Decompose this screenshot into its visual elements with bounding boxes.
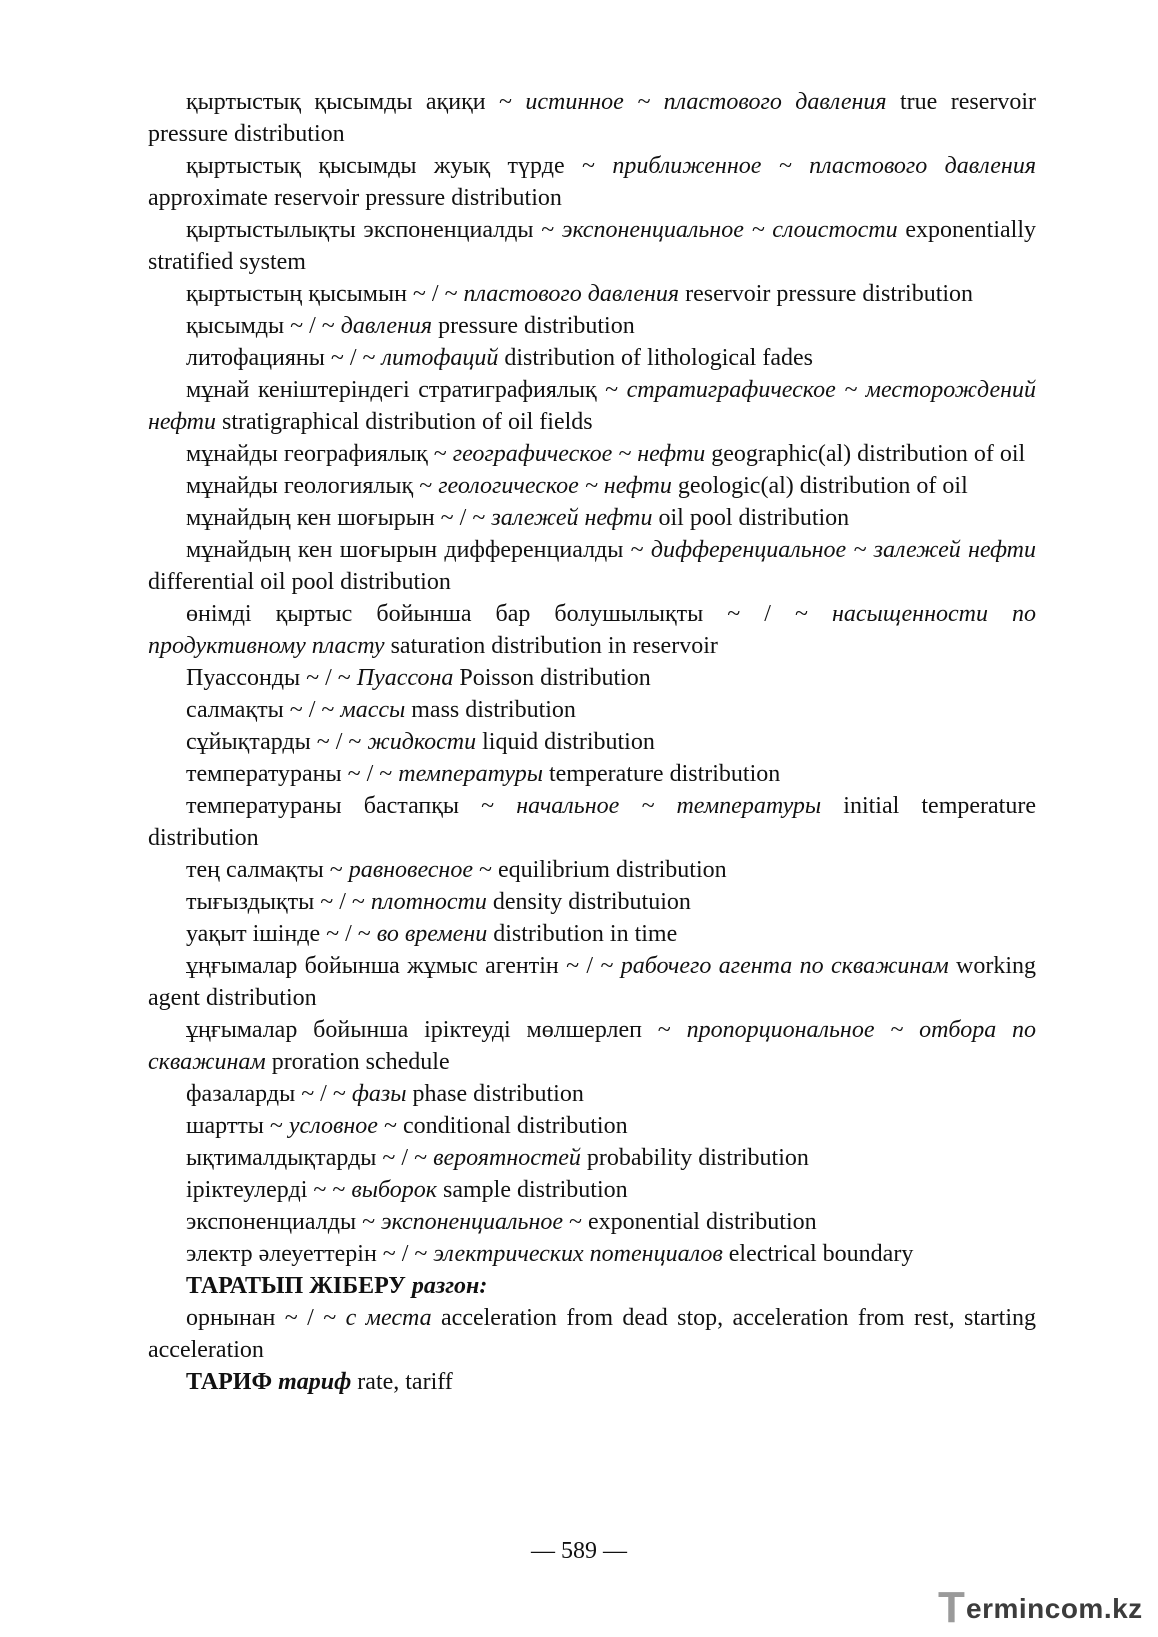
russian-term: массы <box>340 697 406 723</box>
kazakh-term: шартты ~ <box>186 1113 289 1139</box>
english-term: ~ equilibrium distribution <box>473 857 727 883</box>
dictionary-entry <box>148 150 1036 214</box>
dictionary-entry <box>148 1142 1036 1174</box>
english-term: acceleration from dead stop, acceleration from rest, starting acceleration <box>148 1305 1036 1363</box>
dictionary-entry <box>148 214 1036 278</box>
logo-letter: T <box>938 1583 965 1632</box>
english-term: differential oil pool distribution <box>148 569 451 595</box>
dictionary-entry <box>148 342 1036 374</box>
dictionary-entry <box>148 1302 1036 1366</box>
kazakh-term: салмақты ~ / ~ <box>186 697 341 723</box>
dictionary-entry <box>148 950 1036 1014</box>
dictionary-entry <box>148 726 1036 758</box>
dictionary-entry <box>148 598 1036 662</box>
dictionary-entry <box>148 470 1036 502</box>
dictionary-entry <box>148 502 1036 534</box>
russian-term: выборок <box>351 1177 437 1203</box>
russian-term: тариф <box>278 1369 352 1395</box>
russian-term: давления <box>340 313 433 339</box>
kazakh-term: литофацияны ~ / ~ <box>186 345 382 371</box>
kazakh-term: мұнайдың кен шоғырын ~ / ~ <box>186 505 492 531</box>
russian-term: экспоненциальное ~ слоистости <box>561 217 898 243</box>
kazakh-term: қыртыстылықты экспоненциалды ~ <box>186 217 562 243</box>
english-term: reservoir pressure distribution <box>679 281 974 307</box>
kazakh-term: фазаларды ~ / ~ <box>186 1081 352 1107</box>
kazakh-term: ТАРИФ <box>186 1369 279 1395</box>
kazakh-term: ұңғымалар бойынша іріктеуді мөлшерлеп ~ <box>186 1017 687 1043</box>
russian-term: истинное ~ пластового давления <box>525 89 887 115</box>
english-term: density distributuion <box>486 889 691 915</box>
dictionary-entry <box>148 1014 1036 1078</box>
russian-term: жидкости <box>367 729 477 755</box>
russian-term: температуры <box>398 761 543 787</box>
kazakh-term: электр әлеуеттерін ~ / ~ <box>186 1241 434 1267</box>
english-term: Poisson distribution <box>453 665 651 691</box>
english-term: pressure distribution <box>432 313 635 339</box>
dictionary-entry <box>148 1174 1036 1206</box>
russian-term: пропорциональное ~ отбора по скважинам <box>148 1017 1037 1075</box>
english-term: true reservoir pressure distribution <box>148 89 1036 147</box>
russian-term: стратиграфическое ~ месторождений нефти <box>148 377 1037 435</box>
kazakh-term: мұнайды геологиялық ~ <box>186 473 439 499</box>
english-term: distribution of lithological fades <box>498 345 813 371</box>
dictionary-entry <box>148 662 1036 694</box>
dictionary-entry <box>148 918 1036 950</box>
termincom-logo <box>938 1583 1148 1632</box>
kazakh-term: уақыт ішінде ~ / ~ <box>186 921 377 947</box>
english-term: exponentially stratified system <box>148 217 1036 275</box>
kazakh-term: мұнай кеніштеріндегі стратиграфиялық ~ <box>186 377 627 403</box>
english-term: ~ conditional distribution <box>377 1113 628 1139</box>
english-term: distribution in time <box>487 921 678 947</box>
russian-term: залежей нефти <box>491 505 653 531</box>
russian-term: рабочего агента по скважинам <box>620 953 949 979</box>
dictionary-entry <box>148 886 1036 918</box>
russian-term: географическое ~ нефти <box>452 441 706 467</box>
dictionary-entry <box>148 534 1036 598</box>
dictionary-entry <box>148 1238 1036 1270</box>
russian-term: условное <box>288 1113 378 1139</box>
english-term: proration schedule <box>265 1049 450 1075</box>
english-term: approximate reservoir pressure distribution <box>148 185 562 211</box>
russian-term: начальное ~ температуры <box>516 793 822 819</box>
kazakh-term: қысымды ~ / ~ <box>186 313 341 339</box>
kazakh-term: ұңғымалар бойынша жұмыс агентін ~ / ~ <box>186 953 621 979</box>
english-term: oil pool distribution <box>652 505 850 531</box>
english-term: geographic(al) distribution of oil <box>705 441 1026 467</box>
dictionary-entry <box>148 1206 1036 1238</box>
headword-entry <box>148 1270 1036 1302</box>
russian-term: плотности <box>370 889 487 915</box>
kazakh-term: іріктеулерді ~ ~ <box>186 1177 352 1203</box>
english-term: phase distribution <box>406 1081 584 1107</box>
english-term: rate, tariff <box>351 1369 453 1395</box>
kazakh-term: мұнайды географиялық ~ <box>186 441 453 467</box>
kazakh-term: өнімді қыртыс бойынша бар болушылықты ~ / ~ <box>186 601 832 627</box>
russian-term: пластового давления <box>463 281 680 307</box>
kazakh-term: тең салмақты ~ <box>186 857 349 883</box>
russian-term: электрических потенциалов <box>433 1241 723 1267</box>
english-term: saturation distribution in reservoir <box>384 633 718 659</box>
english-term: probability distribution <box>580 1145 809 1171</box>
dictionary-page <box>148 86 1036 1398</box>
dictionary-entry <box>148 1110 1036 1142</box>
dictionary-entry <box>148 278 1036 310</box>
russian-term: геологическое ~ нефти <box>438 473 672 499</box>
russian-term: фазы <box>351 1081 407 1107</box>
kazakh-term: қыртыстық қысымды жуық түрде ~ <box>186 153 613 179</box>
kazakh-term: ТАРАТЫП ЖІБЕРУ <box>186 1273 412 1299</box>
kazakh-term: мұнайдың кен шоғырын дифференциалды ~ <box>186 537 651 563</box>
dictionary-entry <box>148 374 1036 438</box>
dictionary-entry <box>148 438 1036 470</box>
english-term: sample distribution <box>436 1177 628 1203</box>
dictionary-entry <box>148 86 1036 150</box>
dictionary-entry <box>148 790 1036 854</box>
english-term: initial temperature distribution <box>148 793 1036 851</box>
kazakh-term: температураны бастапқы ~ <box>186 793 517 819</box>
russian-term: равновесное <box>348 857 473 883</box>
kazakh-term: экспоненциалды ~ <box>186 1209 382 1235</box>
kazakh-term: ықтималдықтарды ~ / ~ <box>186 1145 434 1171</box>
dictionary-entry <box>148 854 1036 886</box>
english-term: geologic(al) distribution of oil <box>671 473 968 499</box>
kazakh-term: тығыздықты ~ / ~ <box>186 889 371 915</box>
russian-term: вероятностей <box>433 1145 581 1171</box>
english-term: liquid distribution <box>476 729 655 755</box>
english-term: temperature distribution <box>542 761 781 787</box>
kazakh-term: қыртыстың қысымын ~ / ~ <box>186 281 464 307</box>
russian-term: приближенное ~ пластового давления <box>612 153 1036 179</box>
dictionary-entry <box>148 310 1036 342</box>
russian-term: Пуассона <box>356 665 454 691</box>
headword-entry <box>148 1366 1036 1398</box>
dictionary-entry <box>148 758 1036 790</box>
english-term: mass distribution <box>405 697 576 723</box>
russian-term: экспоненциальное <box>381 1209 564 1235</box>
english-term: electrical boundary <box>722 1241 914 1267</box>
russian-term: во времени <box>376 921 488 947</box>
russian-term: разгон: <box>411 1273 488 1299</box>
kazakh-term: орнынан ~ / ~ <box>186 1305 346 1331</box>
kazakh-term: қыртыстық қысымды ақиқи ~ <box>186 89 526 115</box>
dictionary-entry <box>148 1078 1036 1110</box>
kazakh-term: Пуассонды ~ / ~ <box>186 665 357 691</box>
page-number: — 589 — <box>531 1538 627 1564</box>
russian-term: литофаций <box>381 345 499 371</box>
russian-term: с места <box>345 1305 432 1331</box>
kazakh-term: сұйықтарды ~ / ~ <box>186 729 368 755</box>
russian-term: насыщенности по продуктивному пласту <box>148 601 1036 659</box>
logo-text: ermincom.kz <box>966 1593 1143 1624</box>
english-term: working agent distribution <box>148 953 1036 1011</box>
english-term: ~ exponential distribution <box>563 1209 817 1235</box>
russian-term: дифференциальное ~ залежей нефти <box>650 537 1036 563</box>
english-term: stratigraphical distribution of oil fields <box>216 409 593 435</box>
dictionary-entry <box>148 694 1036 726</box>
kazakh-term: температураны ~ / ~ <box>186 761 399 787</box>
